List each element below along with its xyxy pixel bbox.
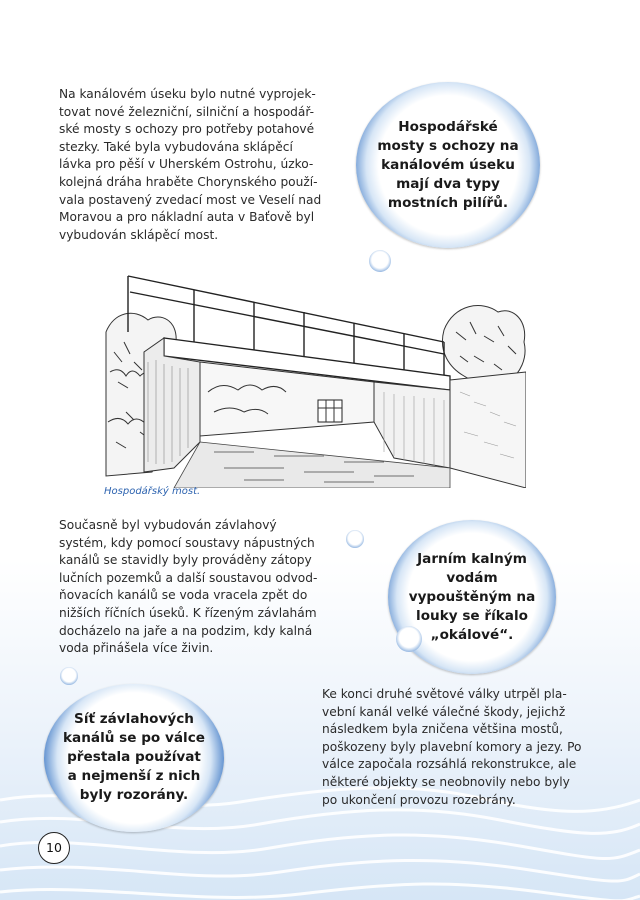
bubble-line: kanálovém úseku xyxy=(381,157,515,173)
text-line: Moravou a pro nákladní auta v Baťově byl xyxy=(59,210,315,225)
text-line: voda přinášela více živin. xyxy=(59,641,214,656)
text-line: tovat nové železniční, silniční a hospodář- xyxy=(59,104,314,119)
text-line: po ukončení provozu rozebrány. xyxy=(322,792,516,807)
callout-bubble-irrigation-network xyxy=(44,684,224,832)
war-damage-paragraph xyxy=(322,686,582,809)
text-line: vební kanál velké válečné škody, jejichž xyxy=(322,704,566,719)
text-line: Současně byl vybudován závlahový xyxy=(59,518,277,532)
page-number: 10 xyxy=(38,832,70,864)
figure-caption: Hospodářský most. xyxy=(104,486,201,497)
bubble-line: přestala používat xyxy=(67,749,201,765)
text-line: kolejná dráha hraběte Chorynského použí- xyxy=(59,174,318,189)
bubble-line: mají dva typy xyxy=(396,176,500,192)
bubble-line: vypouštěným na xyxy=(408,589,536,605)
text-line: vybudován sklápěcí most. xyxy=(59,227,219,242)
bubble-line: mosty s ochozy na xyxy=(377,138,519,154)
bubble-line: a nejmenší z nich xyxy=(67,768,201,784)
bubble-line: mostních pilířů. xyxy=(387,195,509,211)
bubble-line: byly rozorány. xyxy=(79,787,189,803)
text-line: ňovacích kanálů se voda vracela zpět do xyxy=(59,588,308,603)
text-line: lučních pozemků a další soustavou odvod- xyxy=(59,570,318,585)
text-line: kanálů se stavidly byly prováděny zátopy xyxy=(59,553,312,568)
irrigation-paragraph xyxy=(59,517,317,658)
text-line: Ke konci druhé světové války utrpěl pla- xyxy=(322,687,567,701)
text-line: stezky. Také byla vybudována sklápěcí xyxy=(59,139,293,154)
text-line: Na kanálovém úseku bylo nutné vyprojek- xyxy=(59,87,316,101)
small-bubble-decoration xyxy=(346,530,364,548)
text-line: následkem byla zničena většina mostů, xyxy=(322,722,563,737)
intro-paragraph xyxy=(59,86,321,244)
text-line: vala postavený zvedací most ve Veselí nad xyxy=(59,192,322,207)
text-line: válce započala rozsáhlá rekonstrukce, ale xyxy=(322,757,577,772)
bubble-line: vodám xyxy=(446,570,498,586)
text-line: systém, kdy pomocí soustavy nápustných xyxy=(59,535,315,550)
small-bubble-decoration xyxy=(396,626,422,652)
text-line: ské mosty s ochozy pro potřeby potahové xyxy=(59,122,315,137)
small-bubble-decoration xyxy=(60,667,78,685)
text-line: některé objekty se neobnovily nebo byly xyxy=(322,774,570,789)
bubble-line: „okálové“. xyxy=(430,627,514,643)
text-line: nižších říčních úseků. K řízeným závlahám xyxy=(59,605,317,620)
small-bubble-decoration xyxy=(369,250,391,272)
text-line: docházelo na jaře a na podzim, kdy kalná xyxy=(59,623,313,638)
text-line: poškozeny byly plavební komory a jezy. Po xyxy=(322,739,582,754)
bubble-line: Hospodářské xyxy=(398,119,498,135)
bubble-line: Jarním kalným xyxy=(417,551,527,567)
callout-bubble-bridge-piers xyxy=(356,82,540,248)
bridge-illustration xyxy=(104,272,526,488)
bubble-line: Síť závlahových xyxy=(74,711,194,727)
right-abutment xyxy=(374,382,450,468)
text-line: lávka pro pěší v Uherském Ostrohu, úzko- xyxy=(59,157,314,172)
bubble-line: louky se říkalo xyxy=(416,608,528,624)
bubble-line: kanálů se po válce xyxy=(63,730,205,746)
